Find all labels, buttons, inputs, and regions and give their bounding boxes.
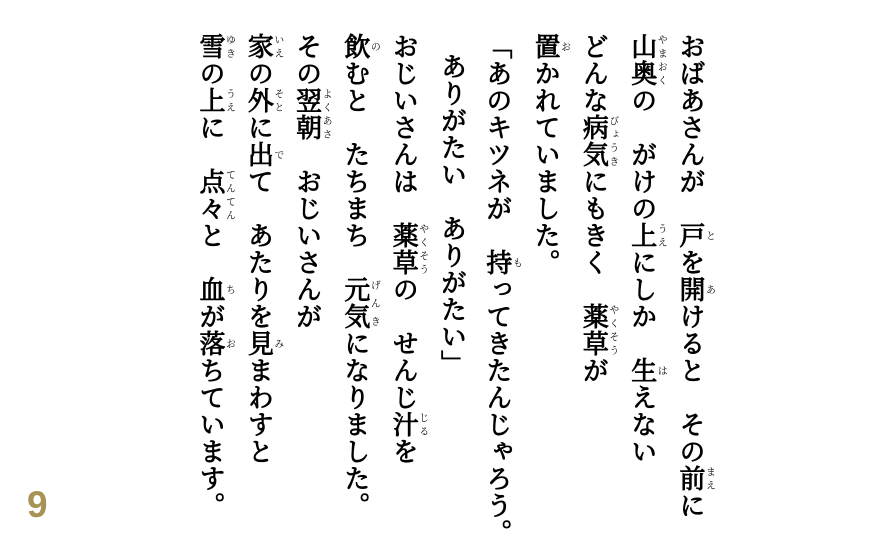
kanji-with-furigana: 血ち	[196, 276, 235, 303]
kanji-with-furigana: 前まえ	[676, 465, 715, 492]
text-column: 家いえの外そとに出でて あたりを見みまわすと	[244, 33, 283, 465]
kanji-with-furigana: 元気げんき	[340, 276, 380, 330]
kanji-with-furigana: 翌朝よくあさ	[292, 87, 332, 141]
text-column: 山奥やまおくの がけの上うえにしか 生はえない	[627, 33, 667, 465]
kanji-with-furigana: 生は	[627, 357, 667, 384]
kanji-with-furigana: 落お	[196, 330, 235, 357]
kanji-with-furigana: 雪ゆき	[196, 33, 235, 60]
kanji-with-furigana: 持も	[482, 249, 522, 276]
kanji-with-furigana: 置お	[531, 33, 570, 60]
text-column: どんな病気びょうきにもきく 薬草やくそうが	[579, 33, 618, 384]
text-column: おばあさんが 戸とを開あけると その前まえに	[676, 33, 715, 519]
text-column: ありがたい ありがたい」	[437, 53, 468, 377]
kanji-with-furigana: 出で	[244, 141, 283, 168]
text-column: 飲のむと たちまち 元気げんきになりました。	[340, 33, 380, 519]
text-column: 「あのキツネが 持もってきたんじゃろう。	[482, 33, 522, 546]
kanji-with-furigana: 外そと	[244, 87, 283, 114]
kanji-with-furigana: 見み	[244, 330, 283, 357]
kanji-with-furigana: 薬草やくそう	[579, 303, 618, 357]
kanji-with-furigana: 飲の	[340, 33, 380, 60]
kanji-with-furigana: 薬草やくそう	[389, 222, 428, 276]
kanji-with-furigana: 戸と	[676, 222, 715, 249]
kanji-with-furigana: 上うえ	[627, 222, 667, 249]
kanji-with-furigana: 上うえ	[196, 87, 235, 114]
text-column: 置おかれていました。	[531, 33, 570, 276]
page-number: 9	[27, 484, 48, 525]
vertical-text-columns	[186, 33, 715, 546]
kanji-with-furigana: 点々てんてん	[196, 168, 235, 222]
text-column: おじいさんは 薬草やくそうの せんじ汁じるを	[389, 33, 428, 465]
kanji-with-furigana: 山奥やまおく	[627, 33, 667, 87]
kanji-with-furigana: 汁じる	[389, 411, 428, 438]
kanji-with-furigana: 家いえ	[244, 33, 283, 60]
text-column: 雪ゆきの上うえに 点々てんてんと 血ちが落おちています。	[196, 33, 235, 519]
kanji-with-furigana: 開あ	[676, 276, 715, 303]
text-column: その翌朝よくあさ おじいさんが	[292, 33, 332, 330]
kanji-with-furigana: 病気びょうき	[579, 114, 618, 168]
